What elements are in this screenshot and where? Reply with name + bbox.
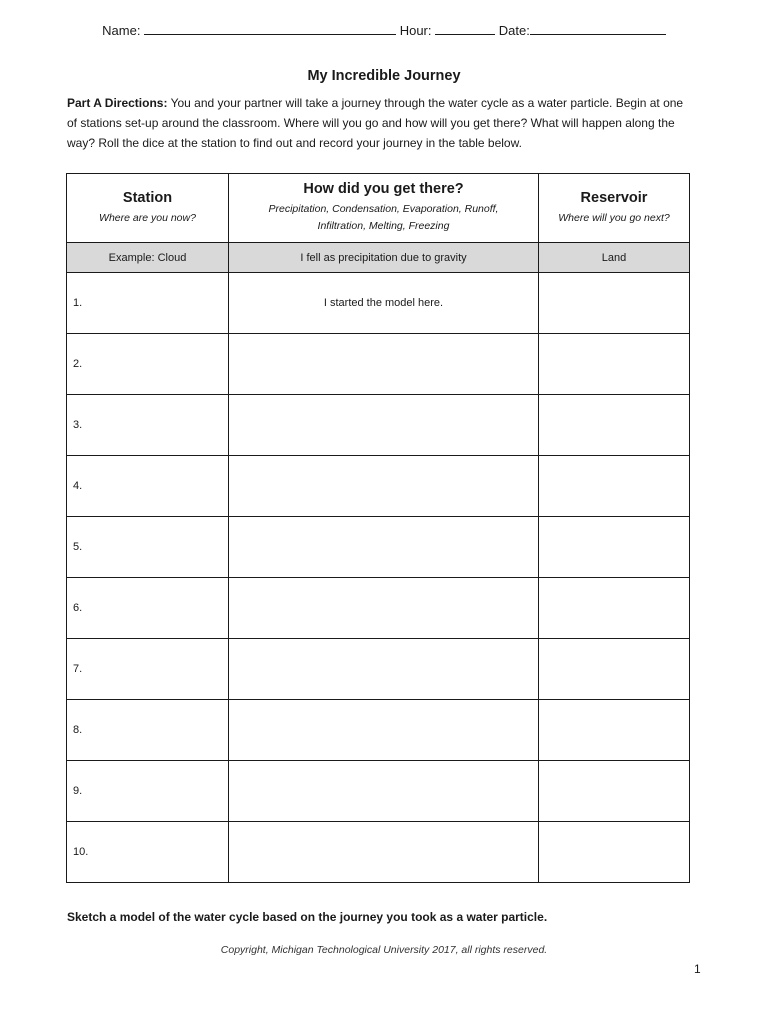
copyright-notice: Copyright, Michigan Technological University 2017, all rights reserved. <box>220 944 548 956</box>
table-row <box>67 639 690 700</box>
date-label: Date: <box>498 23 530 38</box>
table-row <box>67 517 690 578</box>
sketch-prompt: Sketch a model of the water cycle based on the journey you took as a water particle. <box>67 910 548 924</box>
how-cell[interactable]: I started the model here. <box>229 273 539 334</box>
station-cell[interactable]: 4. <box>67 456 229 517</box>
student-info-line <box>0 22 768 38</box>
how-cell[interactable] <box>229 639 539 700</box>
table-row <box>67 456 690 517</box>
table-row <box>67 395 690 456</box>
directions-paragraph <box>67 93 692 153</box>
station-header-subtitle: Where are you now? <box>99 211 196 224</box>
station-header-title: Station <box>122 189 173 206</box>
how-header <box>229 174 539 243</box>
table-row <box>67 822 690 883</box>
how-cell[interactable] <box>229 334 539 395</box>
how-cell[interactable] <box>229 578 539 639</box>
table-row <box>67 273 690 334</box>
table-row <box>67 700 690 761</box>
how-cell[interactable] <box>229 456 539 517</box>
station-cell[interactable]: 1. <box>67 273 229 334</box>
station-cell[interactable]: 10. <box>67 822 229 883</box>
how-cell[interactable] <box>229 700 539 761</box>
page-number: 1 <box>694 962 701 976</box>
reservoir-cell[interactable] <box>539 273 690 334</box>
station-cell[interactable]: 5. <box>67 517 229 578</box>
station-cell[interactable]: 8. <box>67 700 229 761</box>
reservoir-header-title: Reservoir <box>580 189 648 206</box>
reservoir-header <box>539 174 690 243</box>
hour-field[interactable] <box>435 22 495 35</box>
reservoir-cell[interactable] <box>539 334 690 395</box>
station-cell[interactable]: 9. <box>67 761 229 822</box>
table-row <box>67 761 690 822</box>
name-field[interactable] <box>144 22 396 35</box>
table-row <box>67 578 690 639</box>
hour-label: Hour: <box>399 23 432 38</box>
table-header-row <box>67 174 690 243</box>
directions-lead: Part A Directions: <box>67 96 168 110</box>
table-row <box>67 334 690 395</box>
directions-text: You and your partner will take a journey through the water cycle as a water particle. Begin at one of stations set-up around the classroom. Where will you go and how will you get there? What will happen along the way? Roll the dice at the station to find out and record your journey in the table below. <box>67 96 684 150</box>
reservoir-cell[interactable] <box>539 761 690 822</box>
station-header <box>67 174 229 243</box>
journey-table <box>66 173 690 883</box>
how-header-title: How did you get there? <box>303 181 464 197</box>
journey-rows <box>67 273 690 883</box>
date-field[interactable] <box>530 22 666 35</box>
reservoir-cell[interactable] <box>539 700 690 761</box>
reservoir-cell[interactable] <box>539 517 690 578</box>
reservoir-cell[interactable] <box>539 456 690 517</box>
station-cell[interactable]: 3. <box>67 395 229 456</box>
example-how: I fell as precipitation due to gravity <box>229 243 539 273</box>
reservoir-cell[interactable] <box>539 639 690 700</box>
page-title: My Incredible Journey <box>307 68 461 84</box>
how-header-subtitle: Precipitation, Condensation, Evaporation, Runoff, Infiltration, Melting, Freezing <box>268 203 499 232</box>
how-cell[interactable] <box>229 395 539 456</box>
station-cell[interactable]: 7. <box>67 639 229 700</box>
station-cell[interactable]: 2. <box>67 334 229 395</box>
reservoir-cell[interactable] <box>539 578 690 639</box>
example-reservoir: Land <box>539 243 690 273</box>
how-cell[interactable] <box>229 761 539 822</box>
reservoir-cell[interactable] <box>539 822 690 883</box>
how-cell[interactable] <box>229 517 539 578</box>
example-station: Example: Cloud <box>67 243 229 273</box>
example-row <box>67 243 690 273</box>
name-label: Name: <box>102 23 141 38</box>
how-cell[interactable] <box>229 822 539 883</box>
station-cell[interactable]: 6. <box>67 578 229 639</box>
reservoir-cell[interactable] <box>539 395 690 456</box>
reservoir-header-subtitle: Where will you go next? <box>558 211 670 224</box>
